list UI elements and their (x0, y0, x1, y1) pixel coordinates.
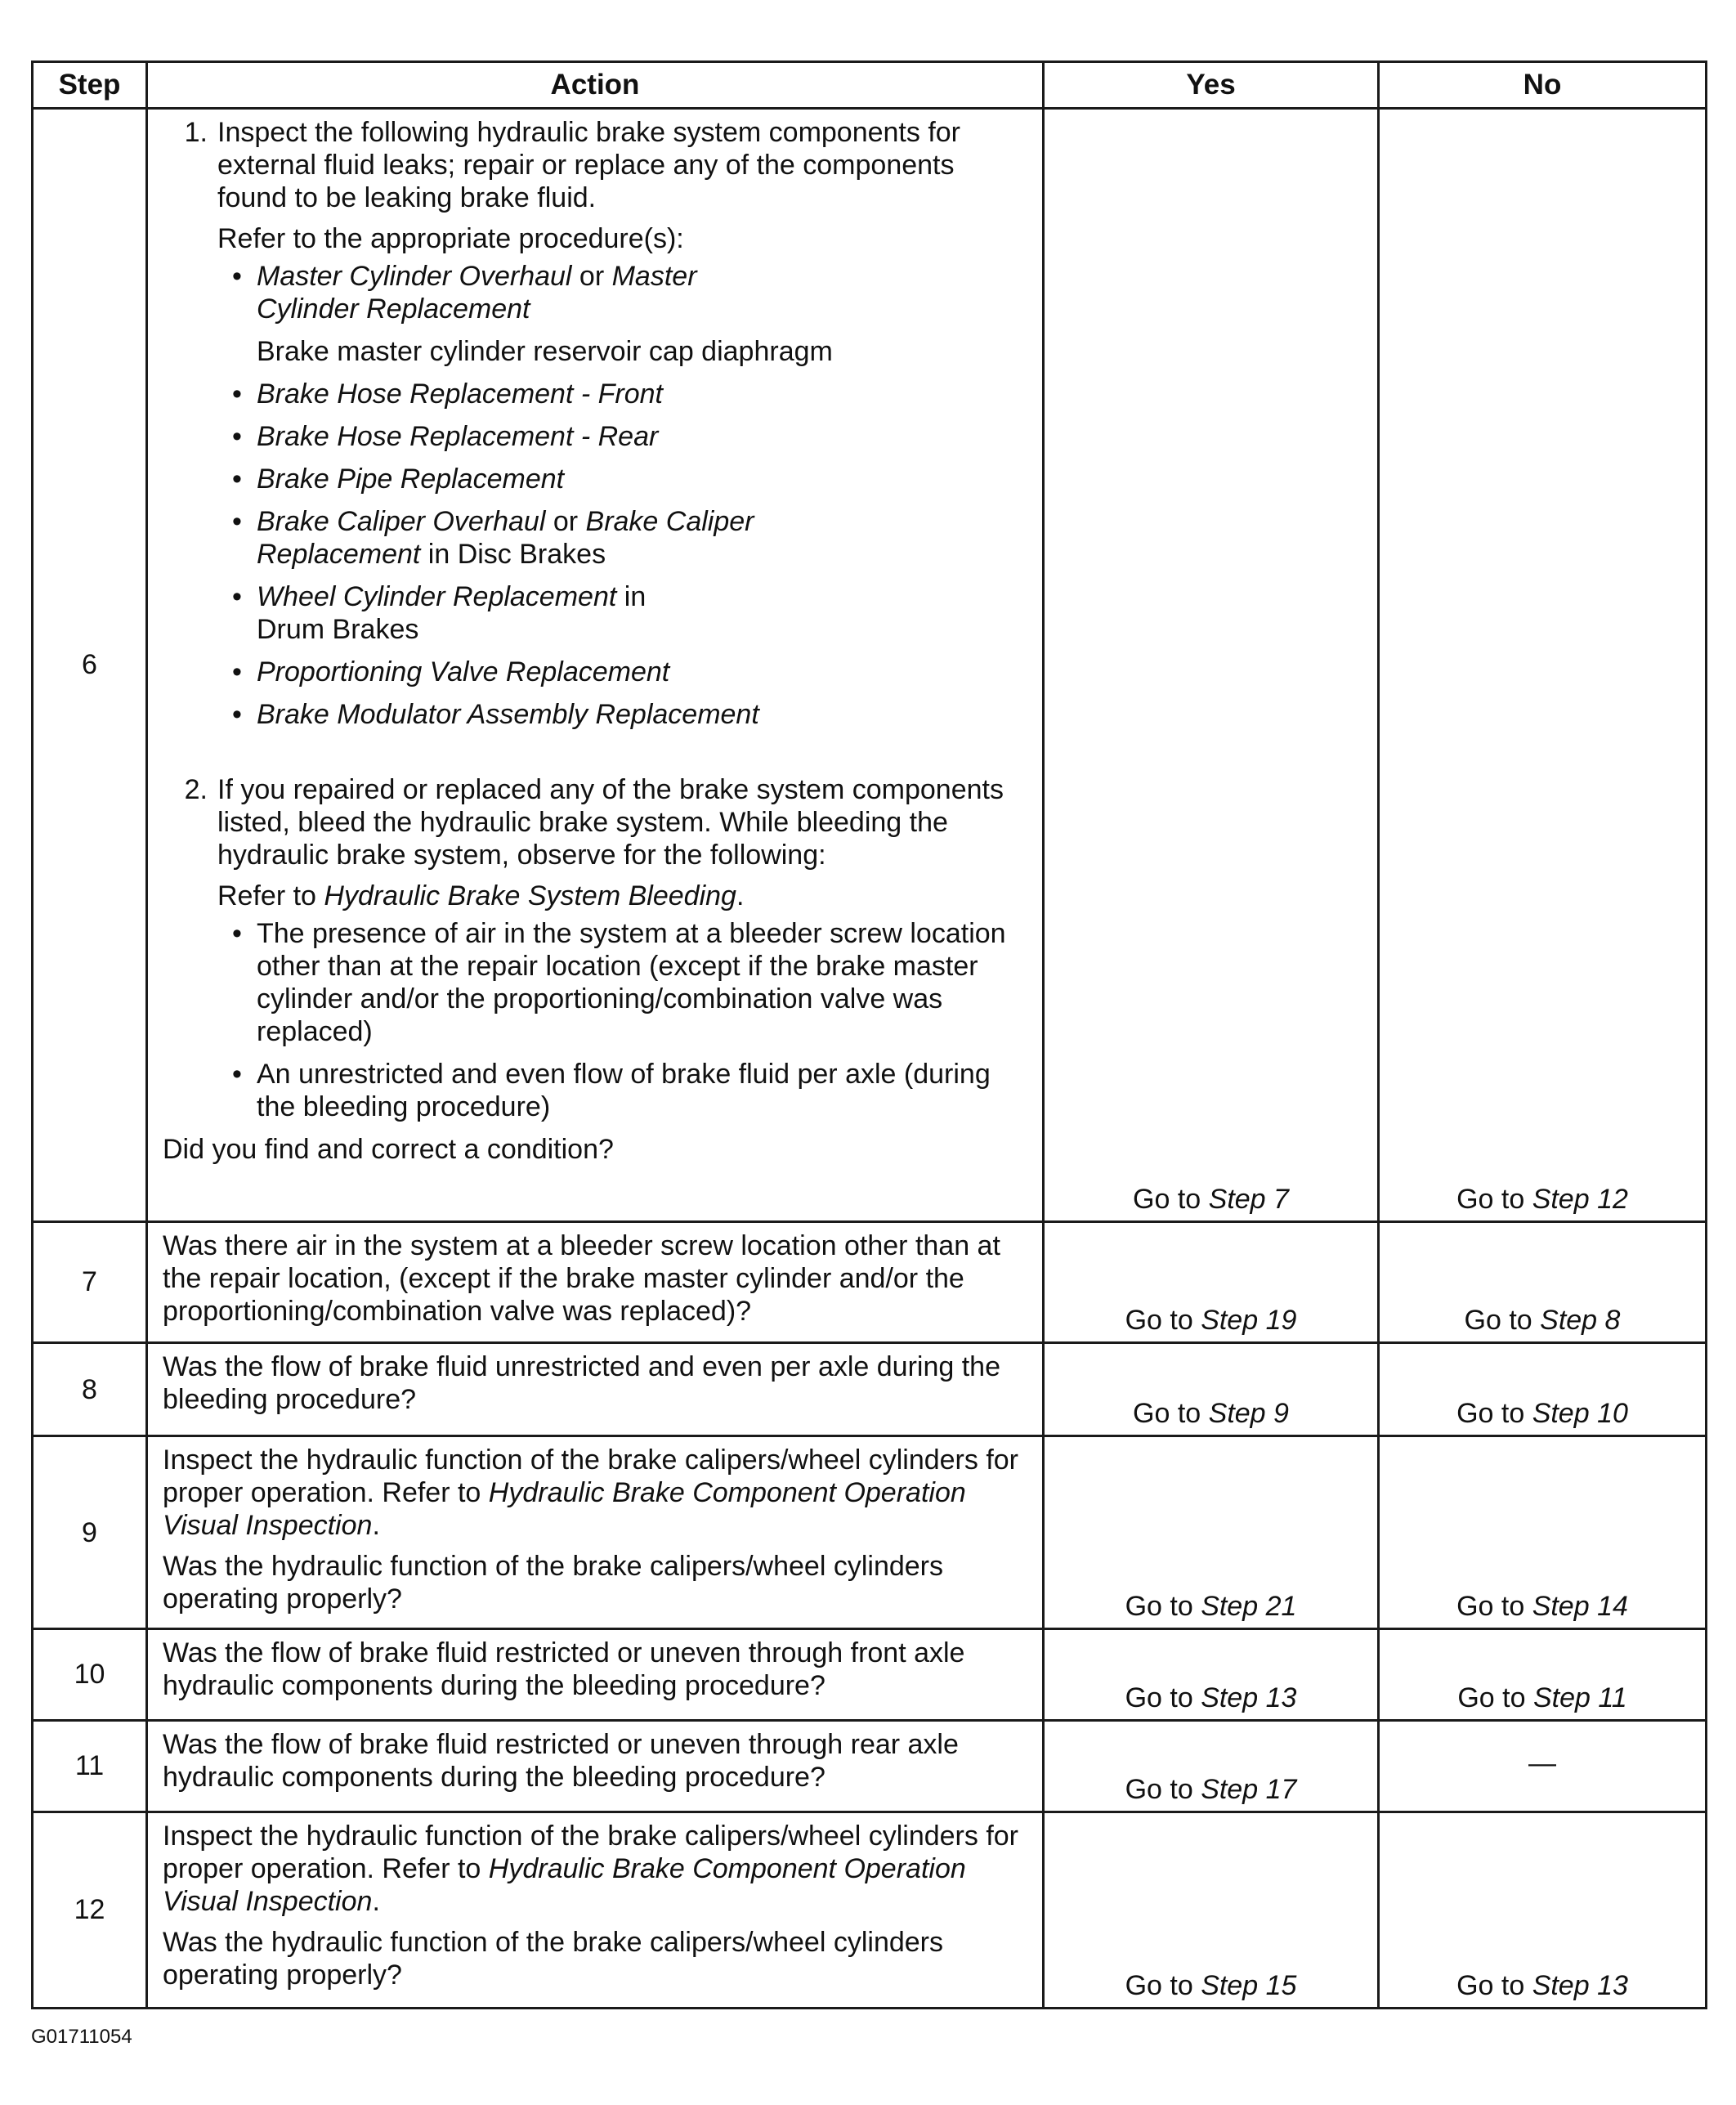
yes-cell[interactable]: Go to Step 7 (1044, 109, 1379, 1222)
bullet-item: • Brake Hose Replacement - Rear (217, 420, 1031, 453)
yes-cell[interactable]: Go to Step 17 (1044, 1720, 1379, 1812)
question-text: Was the flow of brake fluid unrestricted and even per axle during the bleeding procedure? (147, 1342, 1044, 1435)
step-number: 7 (33, 1221, 147, 1342)
diagnostic-table (31, 60, 1707, 2009)
action-cell (147, 109, 1044, 1222)
procedure-link[interactable]: Brake Hose Replacement - Front (257, 378, 663, 410)
instruction-text: Inspect the hydraulic function of the brake calipers/wheel cylinders for proper operation. Refer to Hydraulic Brake Component Operation Visual Inspection. (163, 1444, 1018, 1542)
instruction-text: Inspect the hydraulic function of the brake calipers/wheel cylinders for proper operation. Refer to Hydraulic Brake Component Operation Visual Inspection. (163, 1820, 1018, 1917)
procedure-link[interactable]: Master Cylinder Overhaul (257, 261, 572, 293)
instruction-text: If you repaired or replaced any of the brake system components listed, bleed the hydraulic brake system. While bleeding the hydraulic brake system, observe for the following: (217, 774, 1004, 871)
procedure-link[interactable]: Hydraulic Brake Component Operation Visual Inspection (163, 1852, 966, 1917)
instruction-text: Inspect the following hydraulic brake system components for external fluid leaks; repair or replace any of the components found to be leaking brake fluid. (217, 117, 961, 214)
action-cell (147, 1812, 1044, 2008)
no-cell[interactable]: Go to Step 11 (1379, 1629, 1707, 1720)
bullet-item: • Master Cylinder Overhaul or Master Cylinder Replacement (232, 261, 697, 325)
refer-text: Refer to Hydraulic Brake System Bleeding. (217, 880, 745, 912)
table-row (33, 1436, 1707, 1629)
table-row (33, 1629, 1707, 1720)
table-row (33, 1812, 1707, 2008)
question-text: Did you find and correct a condition? (163, 1134, 614, 1166)
bullet-item: • Brake Caliper Overhaul or Brake Caliper Replacement in Disc Brakes (232, 506, 754, 571)
procedure-link[interactable]: Brake Pipe Replacement (257, 464, 565, 495)
bullet-item: • Wheel Cylinder Replacement in Drum Brakes (232, 581, 647, 646)
goto-step-link[interactable]: Step 17 (1201, 1773, 1297, 1805)
no-cell[interactable]: Go to Step 8 (1379, 1221, 1707, 1342)
question-text: Was the flow of brake fluid restricted or uneven through rear axle hydraulic components during the bleeding procedure? (147, 1720, 1044, 1812)
goto-step-link[interactable]: Step 7 (1208, 1183, 1289, 1215)
procedure-link[interactable]: Master Cylinder Replacement (257, 261, 697, 325)
goto-step-link[interactable]: Step 13 (1201, 1682, 1297, 1713)
procedure-link[interactable]: Brake Caliper Replacement (257, 506, 754, 571)
goto-step-link[interactable]: Step 8 (1540, 1304, 1621, 1336)
header-action: Action (147, 62, 1044, 109)
yes-cell[interactable]: Go to Step 21 (1044, 1436, 1379, 1629)
procedure-link[interactable]: Brake Hose Replacement - Rear (257, 421, 659, 453)
header-yes: Yes (1044, 62, 1379, 109)
header-no: No (1379, 62, 1707, 109)
goto-step-link[interactable]: Step 9 (1208, 1398, 1289, 1430)
figure-id: G01711054 (31, 2026, 132, 2048)
procedure-link[interactable]: Wheel Cylinder Replacement (257, 581, 617, 613)
procedure-link[interactable]: Proportioning Valve Replacement (257, 656, 670, 688)
list-number: 2. (184, 774, 208, 806)
question-text: Was the flow of brake fluid restricted or uneven through front axle hydraulic components during the bleeding procedure? (147, 1629, 1044, 1720)
list-item (163, 773, 1031, 1133)
no-cell[interactable]: Go to Step 14 (1379, 1436, 1707, 1629)
table-row (33, 1221, 1707, 1342)
bullet-item: • Brake Pipe Replacement (217, 463, 1031, 495)
bullet-item: • Brake Modulator Assembly Replacement (217, 698, 1031, 731)
no-cell[interactable]: Go to Step 10 (1379, 1342, 1707, 1435)
header-row (33, 62, 1707, 109)
header-step: Step (33, 62, 147, 109)
dash-mark: — (1528, 1748, 1556, 1780)
step-number: 10 (33, 1629, 147, 1720)
bullet-note: Brake master cylinder reservoir cap diaphragm (257, 336, 833, 368)
step-number: 8 (33, 1342, 147, 1435)
no-cell[interactable]: Go to Step 13 (1379, 1812, 1707, 2008)
question-text: Was the hydraulic function of the brake calipers/wheel cylinders operating properly? (163, 1551, 943, 1615)
procedure-link[interactable]: Brake Caliper Overhaul (257, 506, 546, 538)
goto-step-link[interactable]: Step 15 (1201, 1970, 1297, 2001)
table-row (33, 1342, 1707, 1435)
question-text: Was there air in the system at a bleeder screw location other than at the repair location, (except if the brake master cylinder and/or the proportioning/combination valve was replaced)? (147, 1221, 1044, 1342)
goto-step-link[interactable]: Step 13 (1532, 1970, 1628, 2001)
step-number: 11 (33, 1720, 147, 1812)
procedure-link[interactable]: Hydraulic Brake Component Operation Visual Inspection (163, 1477, 966, 1542)
no-cell[interactable]: Go to Step 12 (1379, 109, 1707, 1222)
bullet-item: • Proportioning Valve Replacement (217, 656, 1031, 688)
question-text: Was the hydraulic function of the brake calipers/wheel cylinders operating properly? (163, 1926, 943, 1991)
list-item (163, 116, 1031, 741)
yes-cell[interactable]: Go to Step 9 (1044, 1342, 1379, 1435)
table-row (33, 109, 1707, 1222)
yes-cell[interactable]: Go to Step 15 (1044, 1812, 1379, 2008)
no-cell (1379, 1720, 1707, 1812)
yes-cell[interactable]: Go to Step 19 (1044, 1221, 1379, 1342)
procedure-link[interactable]: Brake Modulator Assembly Replacement (257, 699, 759, 731)
goto-step-link[interactable]: Step 11 (1532, 1682, 1627, 1713)
table-row (33, 1720, 1707, 1812)
step-number: 9 (33, 1436, 147, 1629)
goto-step-link[interactable]: Step 12 (1532, 1183, 1628, 1215)
list-number: 1. (184, 117, 208, 149)
goto-step-link[interactable]: Step 21 (1201, 1591, 1297, 1623)
goto-step-link[interactable]: Step 14 (1532, 1591, 1628, 1623)
procedure-link[interactable]: Hydraulic Brake System Bleeding (324, 880, 736, 912)
goto-step-link[interactable]: Step 19 (1201, 1304, 1297, 1336)
bullet-item: • Brake Hose Replacement - Front (217, 378, 1031, 410)
yes-cell[interactable]: Go to Step 13 (1044, 1629, 1379, 1720)
step-number: 6 (33, 109, 147, 1222)
step-number: 12 (33, 1812, 147, 2008)
action-cell (147, 1436, 1044, 1629)
goto-step-link[interactable]: Step 10 (1532, 1398, 1628, 1430)
refer-text: Refer to the appropriate procedure(s): (217, 223, 684, 255)
bullet-item: • The presence of air in the system at a bleeder screw location other than at the repair location (except if the brake master cylinder and/or the proportioning/combination valve was replaced) (232, 918, 1006, 1048)
bullet-item: • An unrestricted and even flow of brake fluid per axle (during the bleeding procedure) (232, 1059, 991, 1123)
